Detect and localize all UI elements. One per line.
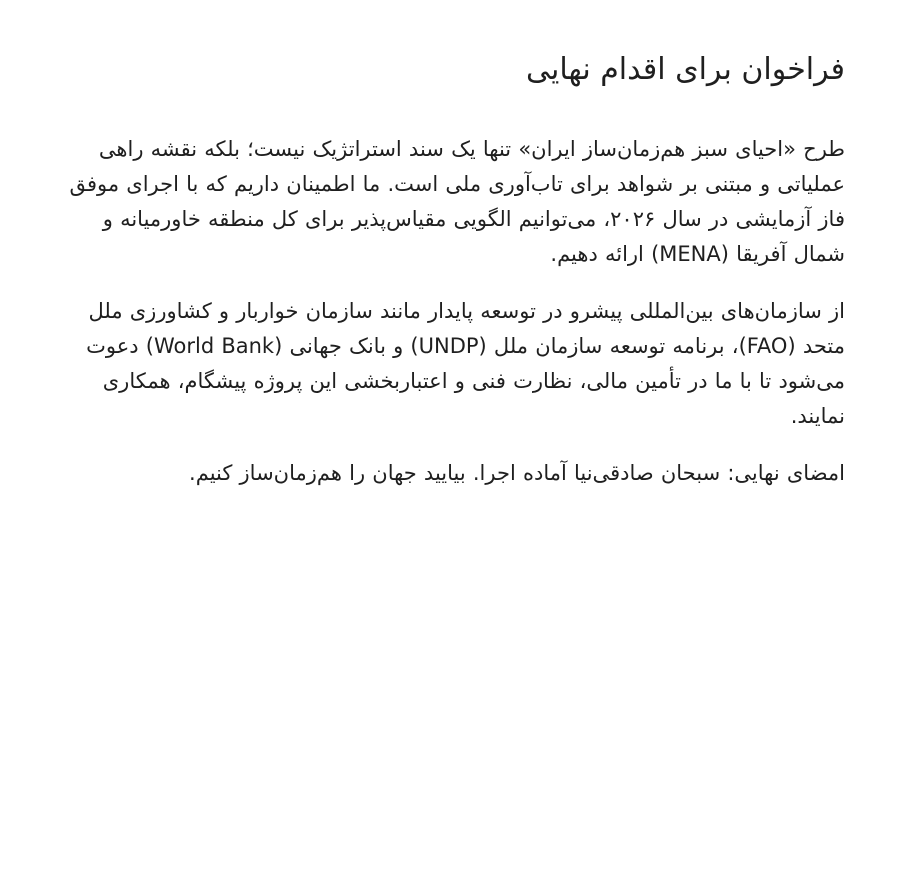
document-heading: فراخوان برای اقدام نهایی (526, 52, 845, 87)
paragraph-organizations-invitation: از سازمان‌های بین‌المللی پیشرو در توسعه پایدار مانند سازمان خواربار و کشاورزی ملل متحد (FAO)، برنامه توسعه سازمان ملل (UNDP) و بانک جهانی (World Bank) دعوت می‌شود تا با ما در تأمین مالی، نظارت فنی و اعتباربخشی این پروژه پیشگام، همکاری نمایند. (86, 299, 845, 428)
paragraph-plan-statement: طرح «احیای سبز هم‌زمان‌ساز ایران» تنها یک سند استراتژیک نیست؛ بلکه نقشه راهی عملیاتی و مبتنی بر شواهد برای تاب‌آوری ملی است. ما اطمینان داریم که با اجرای موفق فاز آزمایشی در سال ۲۰۲۶، می‌توانیم الگویی مقیاس‌پذیر برای کل منطقه خاورمیانه و شمال آفریقا (MENA) ارائه دهیم. (69, 137, 845, 266)
paragraph-final-signature: امضای نهایی: سبحان صادقی‌نیا آماده اجرا. بیایید جهان را هم‌زمان‌ساز کنیم. (189, 461, 845, 485)
